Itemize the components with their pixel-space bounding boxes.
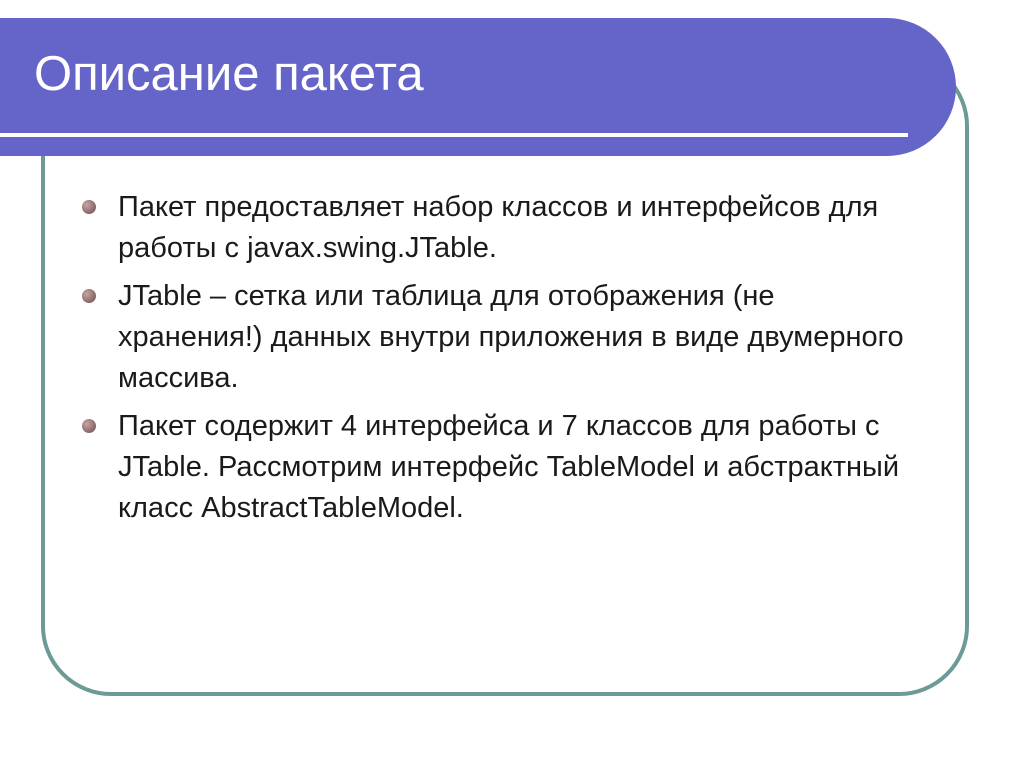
bullet-list [80,187,920,536]
bullet-text: Пакет содержит 4 интерфейса и 7 классов для работы с JTable. Рассмотрим интерфейс TableModel и абстрактный класс AbstractTableModel. [118,410,900,524]
bullet-dot-icon [82,419,96,433]
bullet-item [80,406,920,529]
slide-title: Описание пакета [34,47,424,101]
bullet-item [80,276,920,399]
bullet-text: Пакет предоставляет набор классов и интерфейсов для работы с javax.swing.JTable. [118,191,879,264]
bullet-dot-icon [82,200,96,214]
bullet-item [80,187,920,269]
bullet-text: JTable – сетка или таблица для отображения (не хранения!) данных внутри приложения в виде двумерного массива. [118,280,904,394]
bullet-dot-icon [82,289,96,303]
title-underline [0,133,908,137]
